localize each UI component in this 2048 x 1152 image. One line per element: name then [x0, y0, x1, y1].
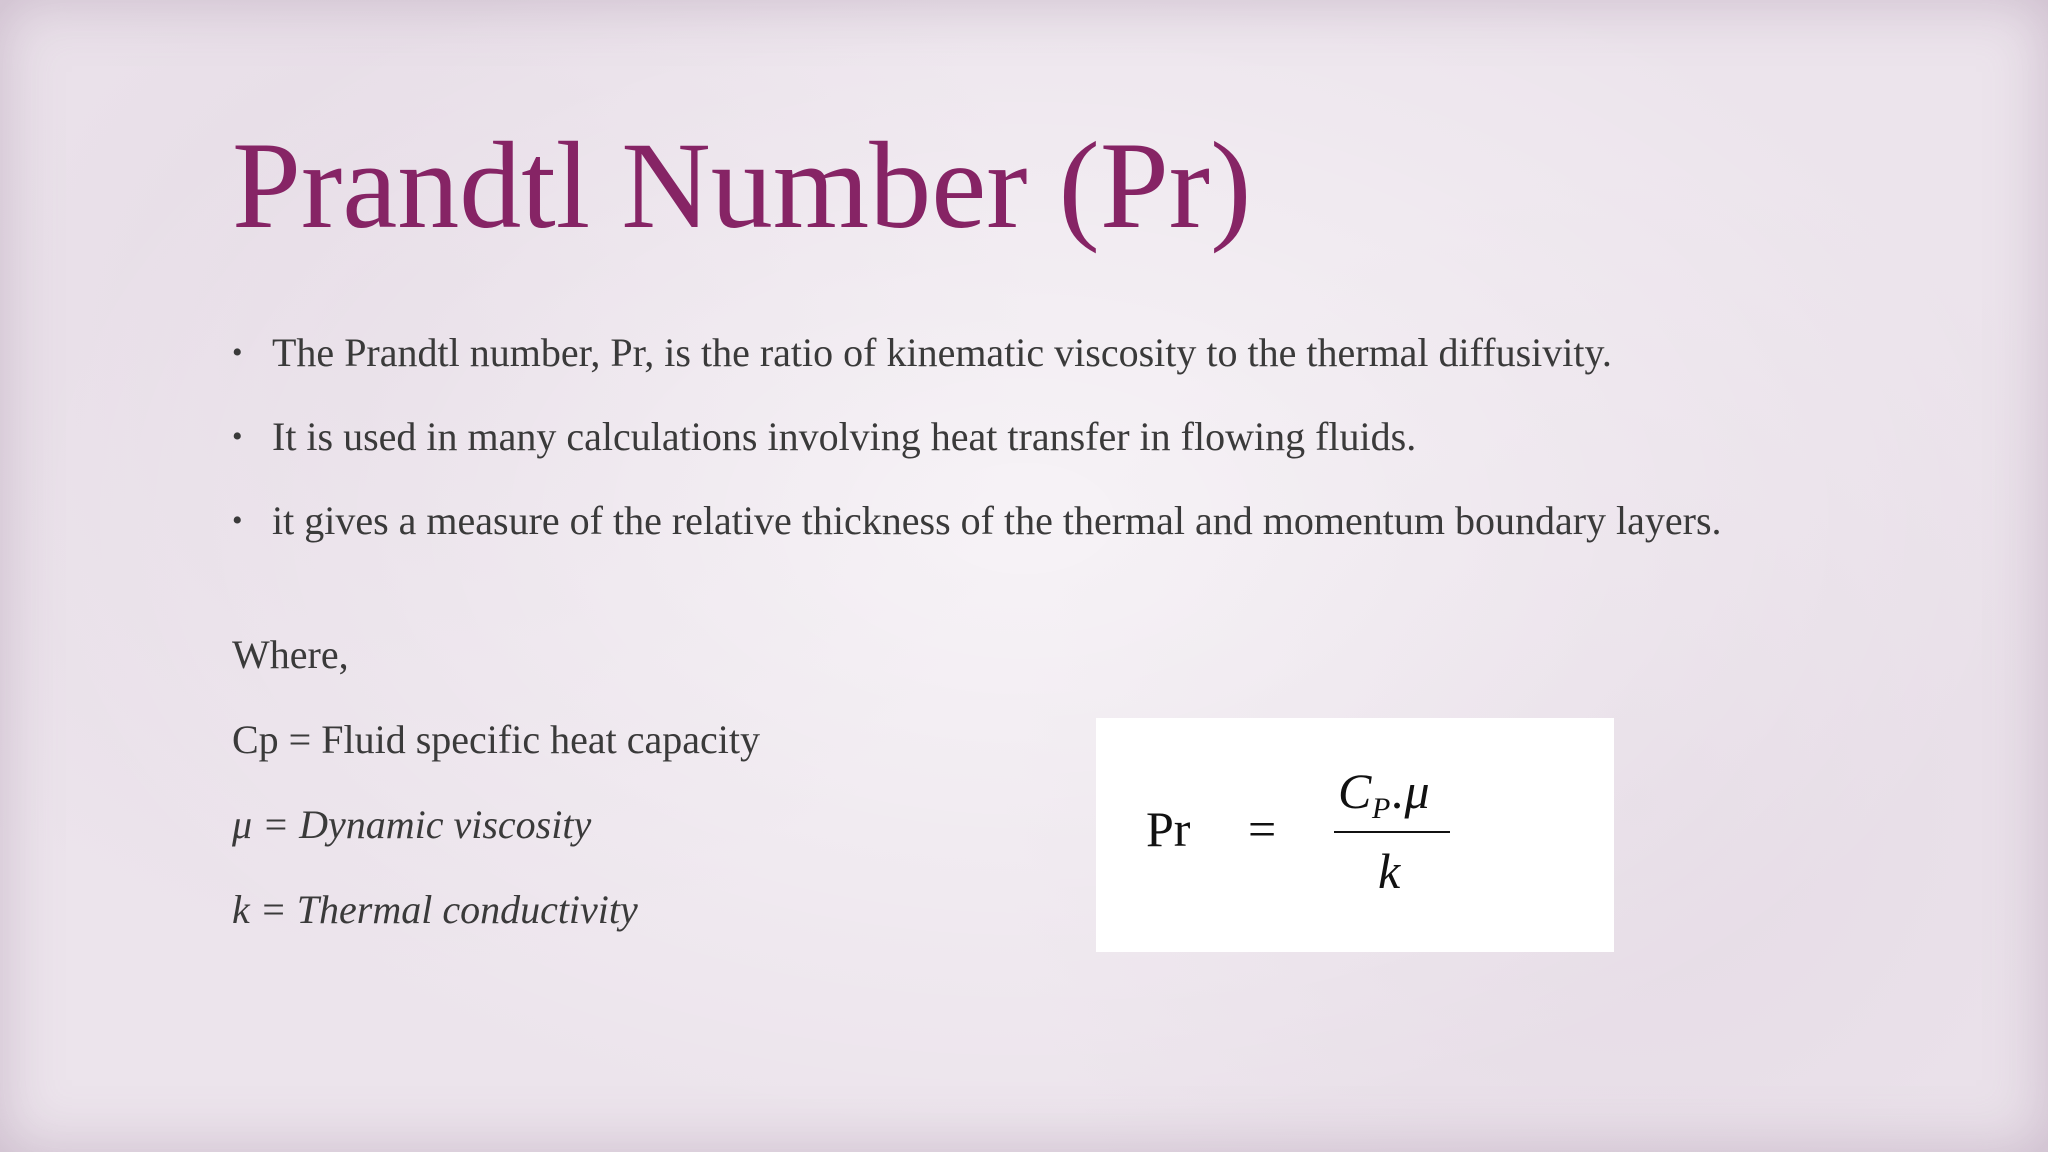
bullet-list — [232, 330, 1732, 582]
formula-denominator: k — [1378, 843, 1401, 899]
bullet-marker: • — [232, 420, 243, 453]
bullet-text: The Prandtl number, Pr, is the ratio of kinematic viscosity to the thermal diffusivity. — [272, 330, 1612, 375]
slide-title: Prandtl Number (Pr) — [232, 117, 1252, 254]
definition-cp: Cp = Fluid specific heat capacity — [232, 717, 760, 762]
formula-numerator-sub: P — [1372, 792, 1391, 825]
formula-numerator-mu: .μ — [1392, 763, 1430, 819]
definitions — [232, 632, 760, 972]
prandtl-formula — [1096, 718, 1614, 952]
formula-numerator-c: C — [1338, 763, 1372, 819]
bullet-marker: • — [232, 336, 243, 369]
definition-mu: μ = Dynamic viscosity — [232, 802, 592, 847]
where-label: Where, — [232, 632, 349, 677]
definition-k: k = Thermal conductivity — [232, 887, 638, 932]
bullet-item — [232, 414, 1732, 460]
bullet-text: It is used in many calculations involving heat transfer in flowing fluids. — [272, 414, 1417, 459]
formula-equals: = — [1248, 801, 1277, 857]
formula-lhs: Pr — [1146, 801, 1191, 857]
bullet-item — [232, 330, 1732, 376]
bullet-text: it gives a measure of the relative thickness of the thermal and momentum boundary layers. — [272, 498, 1722, 543]
formula-image — [1096, 718, 1614, 952]
bullet-marker: • — [232, 504, 243, 537]
bullet-item — [232, 498, 1732, 544]
